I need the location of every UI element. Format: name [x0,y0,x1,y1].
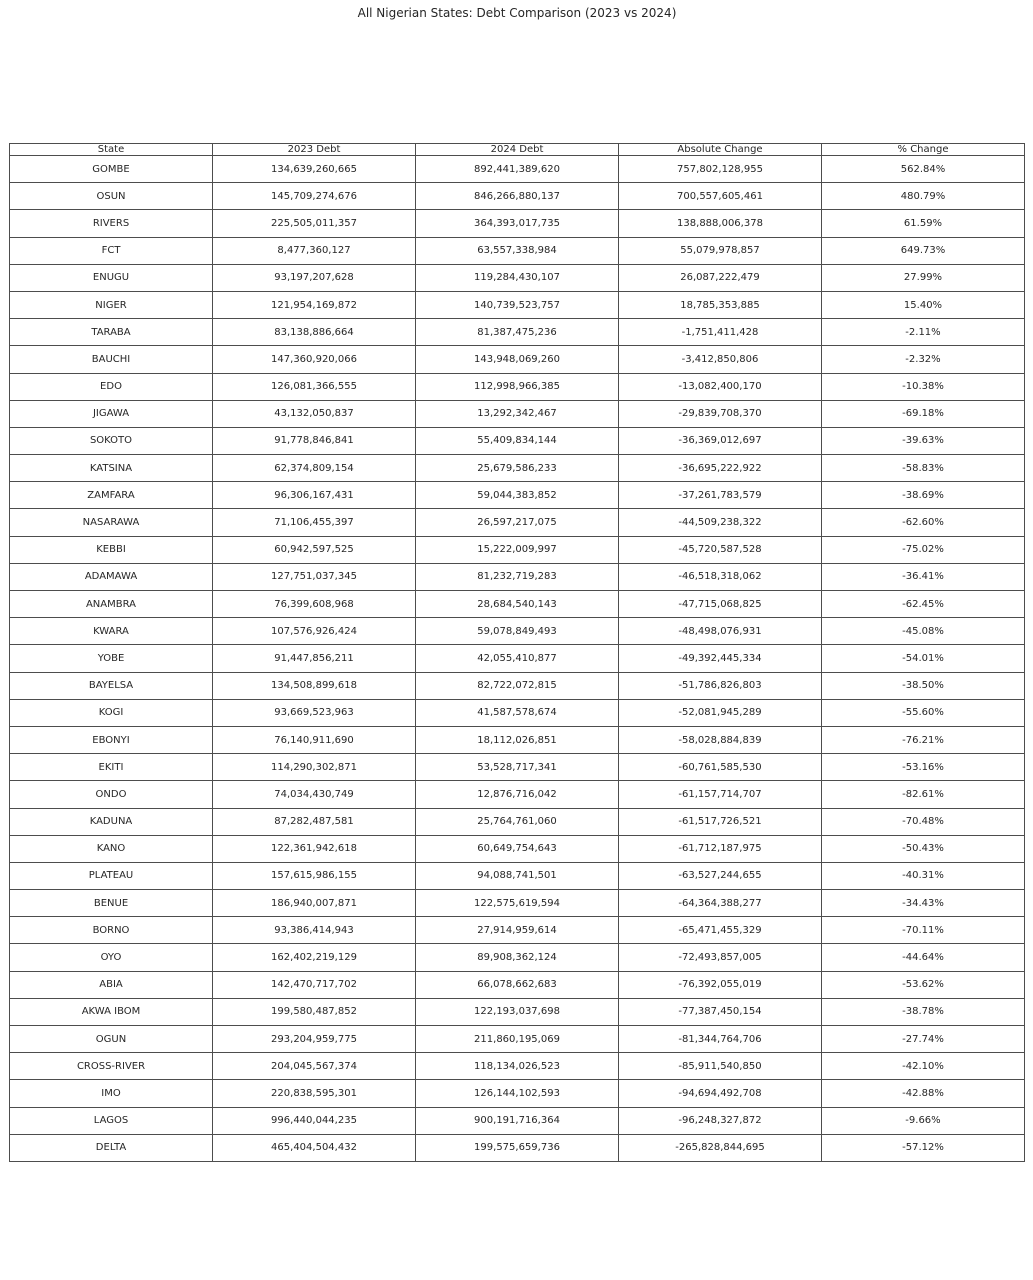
table-row [10,563,1025,590]
cell-state: ANAMBRA [10,591,213,618]
cell-debt-2023: 186,940,007,871 [213,890,416,917]
cell-debt-2023: 96,306,167,431 [213,482,416,509]
cell-percent-change: -57.12% [822,1134,1025,1161]
cell-state: LAGOS [10,1107,213,1134]
cell-state: ABIA [10,971,213,998]
cell-debt-2024: 25,764,761,060 [416,808,619,835]
cell-state: OGUN [10,1026,213,1053]
cell-debt-2023: 126,081,366,555 [213,373,416,400]
cell-state: CROSS-RIVER [10,1053,213,1080]
cell-percent-change: -45.08% [822,618,1025,645]
cell-state: ZAMFARA [10,482,213,509]
cell-absolute-change: -77,387,450,154 [619,998,822,1025]
cell-debt-2023: 93,669,523,963 [213,699,416,726]
cell-absolute-change: -58,028,884,839 [619,726,822,753]
cell-absolute-change: -36,369,012,697 [619,427,822,454]
cell-debt-2024: 12,876,716,042 [416,781,619,808]
cell-percent-change: 649.73% [822,237,1025,264]
table-row [10,917,1025,944]
cell-absolute-change: -46,518,318,062 [619,563,822,590]
cell-debt-2024: 60,649,754,643 [416,835,619,862]
cell-absolute-change: -61,157,714,707 [619,781,822,808]
cell-percent-change: -50.43% [822,835,1025,862]
cell-debt-2023: 142,470,717,702 [213,971,416,998]
cell-absolute-change: -65,471,455,329 [619,917,822,944]
cell-debt-2024: 94,088,741,501 [416,862,619,889]
cell-debt-2024: 364,393,017,735 [416,210,619,237]
cell-absolute-change: -51,786,826,803 [619,672,822,699]
cell-debt-2024: 211,860,195,069 [416,1026,619,1053]
cell-debt-2023: 8,477,360,127 [213,237,416,264]
cell-state: JIGAWA [10,400,213,427]
cell-state: BAUCHI [10,346,213,373]
table-row [10,1134,1025,1161]
cell-state: KWARA [10,618,213,645]
cell-debt-2023: 204,045,567,374 [213,1053,416,1080]
table-row [10,699,1025,726]
cell-state: SOKOTO [10,427,213,454]
cell-state: BORNO [10,917,213,944]
cell-debt-2024: 18,112,026,851 [416,726,619,753]
col-header-absolute-change: Absolute Change [619,144,822,156]
header-row [10,144,1025,156]
cell-absolute-change: -47,715,068,825 [619,591,822,618]
cell-debt-2024: 28,684,540,143 [416,591,619,618]
cell-state: FCT [10,237,213,264]
cell-percent-change: -34.43% [822,890,1025,917]
cell-percent-change: -54.01% [822,645,1025,672]
cell-debt-2024: 41,587,578,674 [416,699,619,726]
cell-absolute-change: -64,364,388,277 [619,890,822,917]
col-header-state: State [10,144,213,156]
cell-debt-2024: 25,679,586,233 [416,455,619,482]
cell-percent-change: -2.11% [822,319,1025,346]
cell-debt-2024: 66,078,662,683 [416,971,619,998]
cell-state: RIVERS [10,210,213,237]
cell-percent-change: 15.40% [822,291,1025,318]
cell-state: KANO [10,835,213,862]
cell-state: IMO [10,1080,213,1107]
cell-debt-2023: 162,402,219,129 [213,944,416,971]
cell-absolute-change: -1,751,411,428 [619,319,822,346]
table-row [10,264,1025,291]
cell-debt-2023: 87,282,487,581 [213,808,416,835]
cell-debt-2023: 62,374,809,154 [213,455,416,482]
cell-debt-2023: 107,576,926,424 [213,618,416,645]
cell-debt-2024: 892,441,389,620 [416,156,619,183]
cell-state: EDO [10,373,213,400]
col-header-percent-change: % Change [822,144,1025,156]
cell-percent-change: -70.11% [822,917,1025,944]
cell-state: ENUGU [10,264,213,291]
cell-absolute-change: 55,079,978,857 [619,237,822,264]
cell-debt-2023: 121,954,169,872 [213,291,416,318]
cell-absolute-change: -76,392,055,019 [619,971,822,998]
table-row [10,237,1025,264]
cell-debt-2023: 114,290,302,871 [213,754,416,781]
cell-absolute-change: -63,527,244,655 [619,862,822,889]
cell-debt-2023: 93,197,207,628 [213,264,416,291]
cell-debt-2023: 71,106,455,397 [213,509,416,536]
cell-state: PLATEAU [10,862,213,889]
cell-debt-2024: 15,222,009,997 [416,536,619,563]
cell-percent-change: -40.31% [822,862,1025,889]
cell-absolute-change: -13,082,400,170 [619,373,822,400]
cell-debt-2023: 996,440,044,235 [213,1107,416,1134]
cell-absolute-change: 18,785,353,885 [619,291,822,318]
cell-absolute-change: 138,888,006,378 [619,210,822,237]
cell-percent-change: -76.21% [822,726,1025,753]
cell-debt-2023: 74,034,430,749 [213,781,416,808]
table-row [10,536,1025,563]
cell-percent-change: -62.45% [822,591,1025,618]
cell-debt-2024: 55,409,834,144 [416,427,619,454]
table-row [10,1080,1025,1107]
cell-percent-change: 61.59% [822,210,1025,237]
cell-state: KOGI [10,699,213,726]
cell-absolute-change: -45,720,587,528 [619,536,822,563]
cell-percent-change: -36.41% [822,563,1025,590]
cell-absolute-change: -48,498,076,931 [619,618,822,645]
cell-debt-2024: 81,232,719,283 [416,563,619,590]
table-row [10,482,1025,509]
cell-debt-2023: 83,138,886,664 [213,319,416,346]
cell-percent-change: -62.60% [822,509,1025,536]
cell-debt-2023: 93,386,414,943 [213,917,416,944]
table-row [10,346,1025,373]
cell-state: EKITI [10,754,213,781]
cell-debt-2023: 134,508,899,618 [213,672,416,699]
cell-debt-2024: 900,191,716,364 [416,1107,619,1134]
cell-debt-2024: 122,193,037,698 [416,998,619,1025]
cell-debt-2024: 13,292,342,467 [416,400,619,427]
cell-debt-2023: 122,361,942,618 [213,835,416,862]
cell-percent-change: -58.83% [822,455,1025,482]
cell-debt-2024: 59,078,849,493 [416,618,619,645]
cell-debt-2023: 220,838,595,301 [213,1080,416,1107]
cell-debt-2023: 43,132,050,837 [213,400,416,427]
table-row [10,835,1025,862]
table-row [10,645,1025,672]
cell-debt-2024: 143,948,069,260 [416,346,619,373]
cell-absolute-change: 700,557,605,461 [619,183,822,210]
cell-debt-2024: 82,722,072,815 [416,672,619,699]
cell-debt-2024: 199,575,659,736 [416,1134,619,1161]
cell-percent-change: -9.66% [822,1107,1025,1134]
cell-percent-change: -75.02% [822,536,1025,563]
cell-debt-2024: 26,597,217,075 [416,509,619,536]
cell-state: NASARAWA [10,509,213,536]
cell-absolute-change: -265,828,844,695 [619,1134,822,1161]
cell-percent-change: -70.48% [822,808,1025,835]
cell-state: EBONYI [10,726,213,753]
cell-debt-2023: 225,505,011,357 [213,210,416,237]
cell-absolute-change: -61,517,726,521 [619,808,822,835]
cell-percent-change: -27.74% [822,1026,1025,1053]
table-row [10,319,1025,346]
cell-percent-change: -38.50% [822,672,1025,699]
table-row [10,455,1025,482]
cell-state: OSUN [10,183,213,210]
cell-percent-change: -42.10% [822,1053,1025,1080]
cell-debt-2024: 42,055,410,877 [416,645,619,672]
table-row [10,808,1025,835]
table-row [10,781,1025,808]
cell-debt-2024: 89,908,362,124 [416,944,619,971]
table-row [10,210,1025,237]
cell-absolute-change: -94,694,492,708 [619,1080,822,1107]
cell-debt-2024: 122,575,619,594 [416,890,619,917]
cell-state: KEBBI [10,536,213,563]
cell-debt-2023: 293,204,959,775 [213,1026,416,1053]
cell-state: ADAMAWA [10,563,213,590]
cell-state: YOBE [10,645,213,672]
table-row [10,672,1025,699]
cell-debt-2024: 53,528,717,341 [416,754,619,781]
cell-percent-change: -38.78% [822,998,1025,1025]
cell-debt-2023: 157,615,986,155 [213,862,416,889]
debt-comparison-table [9,143,1025,1162]
cell-state: BENUE [10,890,213,917]
cell-absolute-change: -49,392,445,334 [619,645,822,672]
table-row [10,591,1025,618]
table-row [10,427,1025,454]
cell-debt-2023: 127,751,037,345 [213,563,416,590]
cell-debt-2023: 199,580,487,852 [213,998,416,1025]
cell-state: KATSINA [10,455,213,482]
table-row [10,890,1025,917]
cell-state: TARABA [10,319,213,346]
cell-percent-change: -2.32% [822,346,1025,373]
cell-debt-2023: 76,399,608,968 [213,591,416,618]
cell-state: AKWA IBOM [10,998,213,1025]
cell-debt-2023: 60,942,597,525 [213,536,416,563]
table-row [10,754,1025,781]
table-row [10,400,1025,427]
cell-debt-2023: 134,639,260,665 [213,156,416,183]
table-row [10,998,1025,1025]
cell-absolute-change: -3,412,850,806 [619,346,822,373]
cell-state: NIGER [10,291,213,318]
table-row [10,156,1025,183]
cell-absolute-change: -96,248,327,872 [619,1107,822,1134]
cell-state: KADUNA [10,808,213,835]
table-row [10,509,1025,536]
cell-absolute-change: -61,712,187,975 [619,835,822,862]
table-row [10,618,1025,645]
cell-state: GOMBE [10,156,213,183]
cell-debt-2024: 27,914,959,614 [416,917,619,944]
cell-absolute-change: -37,261,783,579 [619,482,822,509]
cell-absolute-change: -72,493,857,005 [619,944,822,971]
cell-absolute-change: -29,839,708,370 [619,400,822,427]
cell-debt-2024: 112,998,966,385 [416,373,619,400]
cell-percent-change: -53.62% [822,971,1025,998]
table-row [10,726,1025,753]
table-row [10,971,1025,998]
cell-absolute-change: -81,344,764,706 [619,1026,822,1053]
cell-percent-change: -53.16% [822,754,1025,781]
table-row [10,944,1025,971]
table-row [10,183,1025,210]
col-header-2024-debt: 2024 Debt [416,144,619,156]
cell-debt-2024: 119,284,430,107 [416,264,619,291]
table-row [10,862,1025,889]
cell-debt-2024: 118,134,026,523 [416,1053,619,1080]
cell-percent-change: 480.79% [822,183,1025,210]
cell-debt-2023: 147,360,920,066 [213,346,416,373]
cell-debt-2024: 63,557,338,984 [416,237,619,264]
cell-percent-change: -42.88% [822,1080,1025,1107]
cell-absolute-change: 757,802,128,955 [619,156,822,183]
cell-state: ONDO [10,781,213,808]
cell-percent-change: -44.64% [822,944,1025,971]
cell-absolute-change: -85,911,540,850 [619,1053,822,1080]
cell-percent-change: -10.38% [822,373,1025,400]
cell-state: DELTA [10,1134,213,1161]
cell-percent-change: -55.60% [822,699,1025,726]
cell-debt-2024: 59,044,383,852 [416,482,619,509]
cell-absolute-change: -60,761,585,530 [619,754,822,781]
cell-percent-change: 562.84% [822,156,1025,183]
cell-debt-2023: 91,778,846,841 [213,427,416,454]
cell-state: OYO [10,944,213,971]
cell-debt-2024: 81,387,475,236 [416,319,619,346]
cell-debt-2023: 91,447,856,211 [213,645,416,672]
cell-absolute-change: 26,087,222,479 [619,264,822,291]
cell-state: BAYELSA [10,672,213,699]
cell-debt-2023: 465,404,504,432 [213,1134,416,1161]
chart-title: All Nigerian States: Debt Comparison (2023 vs 2024) [357,6,677,20]
cell-percent-change: 27.99% [822,264,1025,291]
table-row [10,1053,1025,1080]
cell-percent-change: -38.69% [822,482,1025,509]
cell-debt-2024: 126,144,102,593 [416,1080,619,1107]
cell-absolute-change: -44,509,238,322 [619,509,822,536]
col-header-2023-debt: 2023 Debt [213,144,416,156]
cell-debt-2024: 846,266,880,137 [416,183,619,210]
cell-percent-change: -82.61% [822,781,1025,808]
cell-percent-change: -69.18% [822,400,1025,427]
cell-absolute-change: -52,081,945,289 [619,699,822,726]
table-row [10,1107,1025,1134]
table-row [10,291,1025,318]
cell-percent-change: -39.63% [822,427,1025,454]
table-body [10,156,1025,1162]
cell-debt-2024: 140,739,523,757 [416,291,619,318]
cell-absolute-change: -36,695,222,922 [619,455,822,482]
cell-debt-2023: 145,709,274,676 [213,183,416,210]
table-row [10,1026,1025,1053]
cell-debt-2023: 76,140,911,690 [213,726,416,753]
table-row [10,373,1025,400]
